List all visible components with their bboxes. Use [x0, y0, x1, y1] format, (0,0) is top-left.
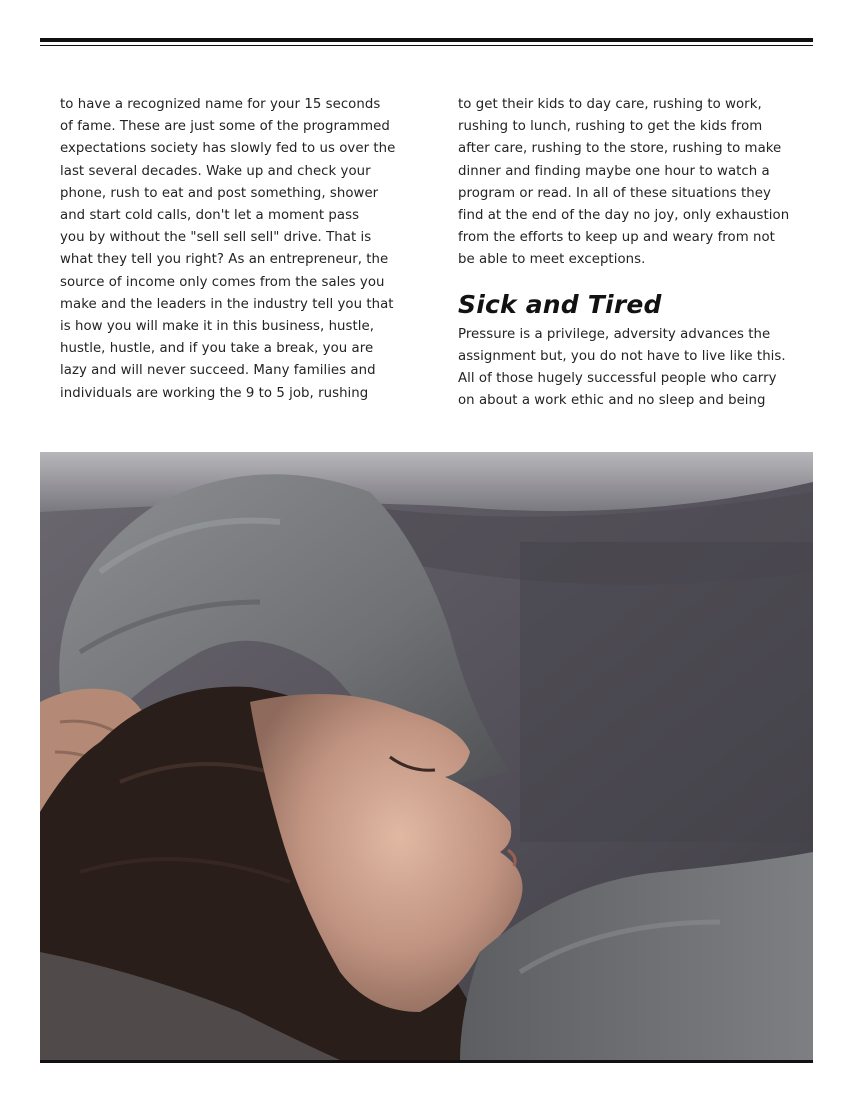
body-line: All of those hugely successful people who carry — [458, 371, 777, 387]
body-line: assignment but, you do not have to live like this. — [458, 348, 786, 364]
body-line: after care, rushing to the store, rushing to make — [458, 141, 782, 157]
body-line: of fame. These are just some of the programmed — [60, 119, 390, 135]
body-line: lazy and will never succeed. Many families and — [60, 363, 376, 379]
body-line: rushing to lunch, rushing to get the kids from — [458, 119, 763, 135]
body-line: expectations society has slowly fed to us over the — [60, 141, 396, 157]
body-line: phone, rush to eat and post something, shower — [60, 185, 379, 201]
body-line: and start cold calls, don't let a moment pass — [60, 208, 360, 224]
body-line: be able to meet exceptions. — [458, 252, 646, 268]
left-column — [60, 94, 396, 405]
body-line: on about a work ethic and no sleep and being — [458, 393, 766, 409]
body-line: Pressure is a privilege, adversity advances the — [458, 326, 771, 342]
top-rule-thick — [40, 38, 813, 42]
bottom-rule — [40, 1060, 813, 1063]
top-rule — [40, 38, 813, 46]
body-line: from the efforts to keep up and weary from not — [458, 230, 775, 246]
tired-woman-photo — [40, 452, 813, 1060]
body-line: you by without the "sell sell sell" drive. That is — [60, 230, 372, 246]
body-line: what they tell you right? As an entrepreneur, the — [60, 252, 389, 268]
body-line: program or read. In all of these situations they — [458, 185, 771, 201]
body-line: make and the leaders in the industry tell you that — [60, 296, 394, 312]
body-line: dinner and finding maybe one hour to watch a — [458, 163, 770, 179]
section-heading: Sick and Tired — [458, 289, 662, 319]
body-line: to have a recognized name for your 15 seconds — [60, 97, 381, 112]
body-line: source of income only comes from the sales you — [60, 274, 385, 290]
body-line: find at the end of the day no joy, only exhaustion — [458, 208, 790, 224]
photo-illustration — [40, 452, 813, 1060]
body-line: is how you will make it in this business, hustle, — [60, 319, 375, 335]
right-column — [458, 94, 794, 412]
body-line: last several decades. Wake up and check your — [60, 163, 371, 179]
body-line: hustle, hustle, and if you take a break, you are — [60, 341, 374, 357]
body-line: to get their kids to day care, rushing to work, — [458, 97, 762, 112]
body-line: individuals are working the 9 to 5 job, rushing — [60, 385, 369, 401]
top-rule-thin — [40, 45, 813, 46]
